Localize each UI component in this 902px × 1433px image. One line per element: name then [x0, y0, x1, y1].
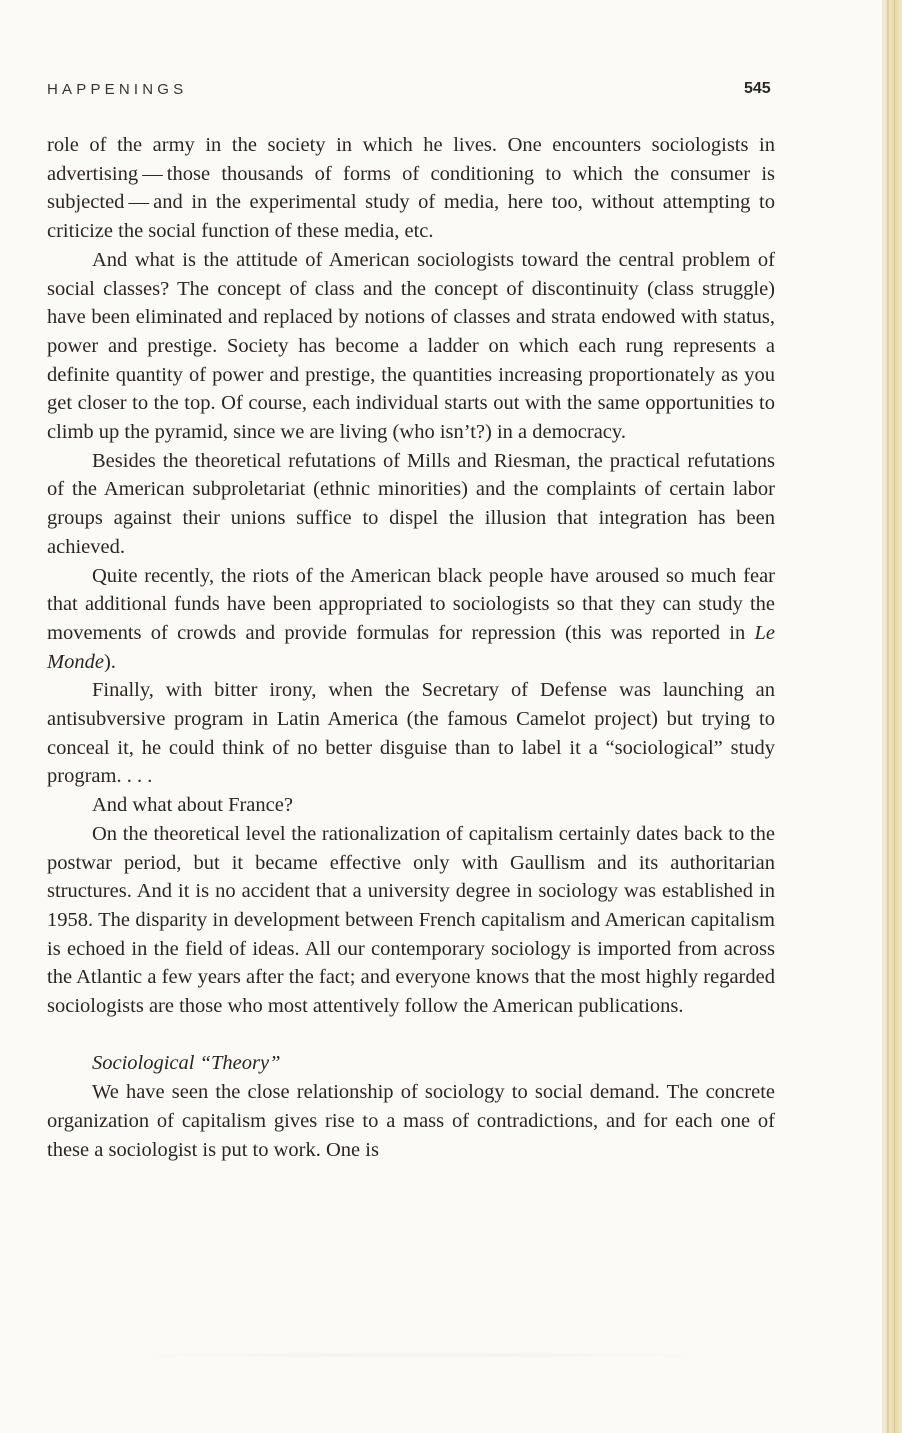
body-text — [47, 131, 775, 1164]
page-number: 545 — [744, 80, 771, 97]
running-head: HAPPENINGS — [47, 81, 188, 98]
paragraph-3: Besides the theoretical refutations of Mills and Riesman, the practical refutations of the American subproletariat (ethnic minorities) and the complaints of certain labor groups against their unions suffice to dispel the illusion that integration has been achieved. — [47, 449, 775, 558]
paragraph-5: Finally, with bitter irony, when the Secretary of Defense was launching an antisubversive program in Latin America (the famous Camelot project) but trying to conceal it, he could think of no better disguise than to label it a “sociological” study program. . . . — [47, 679, 775, 788]
paragraph-8: We have seen the close relationship of sociology to social demand. The concrete organization of capitalism gives rise to a mass of contradictions, and for each one of these a sociologist is put to work. One is — [47, 1081, 775, 1161]
section-heading: Sociological “Theory” — [92, 1052, 281, 1075]
page-edge — [882, 0, 902, 1433]
paragraph-6: And what about France? — [92, 794, 293, 817]
le-monde-title: Le Monde — [47, 621, 775, 673]
paragraph-2: And what is the attitude of American sociologists toward the central problem of social classes? The concept of class and the concept of discontinuity (class struggle) have been eliminated and replaced by notions of classes and strata endowed with status, power and prestige. Society has become a ladder on which each rung represents a definite quantity of power and prestige, the quantities increasing proportionately as you get closer to the top. Of course, each individual starts out with the same opportunities to climb up the pyramid, since we are living (who isn’t?) in a democracy. — [47, 248, 775, 444]
scan-smudge — [100, 1352, 740, 1358]
paragraph-1: role of the army in the society in which he lives. One encounters sociologists in advertising — those thousands of forms of conditioning to which the consumer is subjected — and in the experimental study of media, here too, without attempting to criticize the social function of these media, etc. — [47, 134, 775, 243]
paragraph-4 — [47, 562, 775, 677]
paragraph-7: On the theoretical level the rationalization of capitalism certainly dates back to the postwar period, but it became effective only with Gaullism and its authoritarian structures. And it is no accident that a university degree in sociology was established in 1958. The disparity in development between French capitalism and American capitalism is echoed in the field of ideas. All our contemporary sociology is imported from across the Atlantic a few years after the fact; and everyone knows that the most highly regarded sociologists are those who most attentively follow the American publications. — [47, 822, 775, 1018]
paragraph-4-end: ). — [103, 650, 116, 673]
paragraph-4-text: Quite recently, the riots of the American black people have aroused so much fear that additional funds have been appropriated to sociologists so that they can study the movements of crowds and provide formulas for repression (this was reported in — [47, 564, 775, 644]
